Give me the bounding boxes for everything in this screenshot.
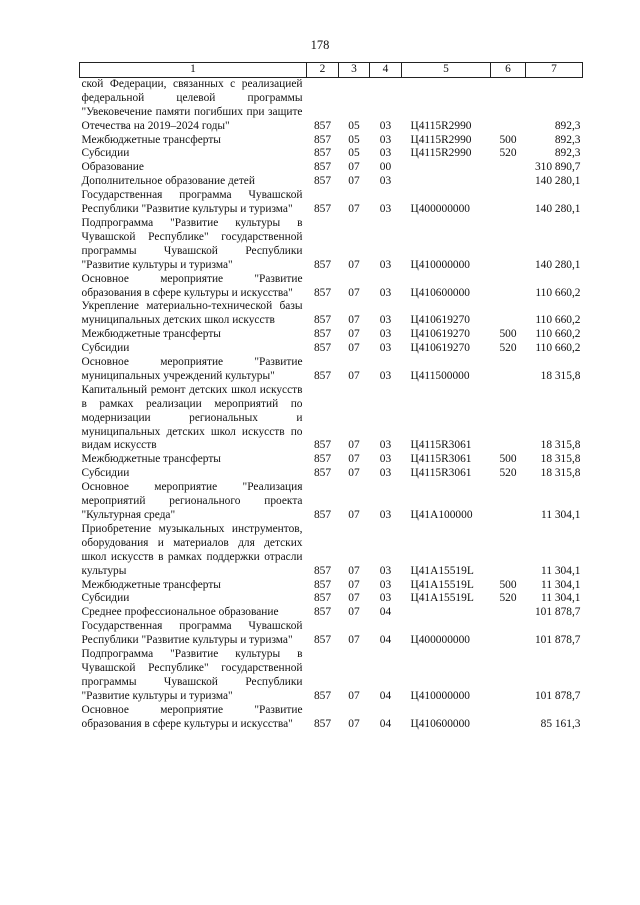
table-header-row [80,63,583,78]
row-column-6 [491,481,526,523]
table-row [80,328,583,342]
table-row [80,217,583,273]
table-row [80,467,583,481]
row-column-4: 03 [379,467,392,480]
row-column-3: 07 [348,439,360,452]
row-column-7: 140 280,1 [534,175,581,188]
row-column-3: 07 [348,606,360,619]
row-column-6 [491,175,526,189]
row-column-3: 07 [348,634,360,647]
row-name: Государственная программа Чувашской Республики "Развитие культуры и туризма" [81,189,303,216]
row-column-4: 03 [379,133,392,146]
row-column-2: 857 [313,467,332,480]
table-row [80,342,583,356]
row-column-3: 07 [348,509,360,521]
row-column-7: 11 304,1 [541,578,581,591]
row-column-4: 04 [379,717,392,730]
row-column-3: 07 [348,286,360,299]
row-column-3: 07 [348,161,360,174]
row-column-7: 892,3 [554,147,581,160]
table-row [80,648,583,704]
row-column-3: 07 [348,342,360,355]
table-row [80,453,583,467]
table-row [80,592,583,606]
row-column-7: 892,3 [554,119,581,132]
row-column-5 [402,161,491,175]
column-header-4: 4 [370,63,402,78]
row-column-6 [491,217,526,273]
row-column-3: 07 [348,369,360,382]
row-column-3: 07 [348,453,360,466]
row-column-2: 857 [313,314,332,327]
row-name: Приобретение музыкальных инструментов, оборудования и материалов для детских школ искусств в рамках поддержки отрасли культуры [81,522,303,577]
row-column-2: 857 [313,175,332,188]
row-name: Среднее профессиональное образование [81,606,279,619]
table-row [80,523,583,579]
column-header-6: 6 [491,63,526,78]
row-column-7: 18 315,8 [540,369,581,382]
row-column-3: 07 [348,717,360,730]
row-column-7: 101 878,7 [534,634,581,647]
row-column-7: 110 660,2 [535,314,581,327]
row-name: Государственная программа Чувашской Республики "Развитие культуры и туризма" [81,620,303,647]
row-column-7: 11 304,1 [541,592,581,605]
row-column-2: 857 [313,119,332,132]
row-column-5: Ц400000000 [410,634,470,647]
row-column-3: 07 [348,314,360,327]
row-column-4: 03 [379,203,392,216]
row-column-4: 03 [379,314,392,327]
row-column-3: 07 [348,258,360,271]
table-row [80,161,583,175]
row-column-3: 07 [348,564,360,577]
row-column-5: Ц4115R3061 [410,453,472,466]
row-name: ской Федерации, связанных с реализацией федеральной целевой программы "Увековечение памяти погибших при защите Отечества на 2019–2024 годы" [81,77,303,132]
row-column-4: 00 [379,161,392,174]
row-column-7: 101 878,7 [534,689,581,702]
row-column-2: 857 [313,439,332,452]
row-name: Дополнительное образование детей [81,175,255,188]
table-row [80,189,583,217]
row-column-6 [491,620,526,648]
row-column-6: 500 [499,453,517,466]
row-name: Подпрограмма "Развитие культуры в Чувашской Республике" государственной программы Чувашской Республики "Развитие культуры и туризма" [81,216,303,271]
row-column-7: 101 878,7 [534,606,581,619]
row-column-7: 892,3 [554,133,581,146]
row-column-5: Ц41А100000 [410,509,473,521]
row-column-6 [491,648,526,704]
row-column-2: 857 [313,203,332,216]
row-column-7: 11 304,1 [541,564,581,577]
budget-table [79,62,583,732]
row-column-2: 857 [313,592,332,605]
table-row [80,481,583,523]
row-column-6: 520 [499,592,517,605]
row-column-6 [491,77,526,133]
row-column-5: Ц410600000 [410,717,470,730]
row-column-2: 857 [313,133,332,146]
table-row [80,175,583,189]
row-column-3: 05 [348,119,360,132]
table-row [80,300,583,328]
row-column-3: 07 [348,578,360,591]
row-column-4: 03 [379,147,392,160]
row-column-4: 03 [379,564,392,577]
row-column-5 [402,175,491,189]
row-column-6: 520 [499,342,517,355]
page-number: 178 [310,38,330,52]
row-name: Субсидии [81,467,130,480]
row-column-2: 857 [313,161,332,174]
row-column-4: 04 [379,634,392,647]
table-row [80,704,583,732]
row-column-3: 07 [348,689,360,702]
row-column-7: 140 280,1 [534,203,581,216]
row-column-3: 07 [348,175,360,188]
row-column-5: Ц4115R3061 [410,467,472,480]
row-column-5: Ц41А15519L [410,564,474,577]
column-header-2: 2 [307,63,339,78]
row-column-5: Ц411500000 [410,369,470,382]
row-name: Укрепление материально-технической базы муниципальных детских школ искусств [81,300,303,327]
row-column-4: 03 [379,175,392,188]
table-row [80,606,583,620]
row-column-6 [491,704,526,732]
row-name: Субсидии [81,342,130,355]
row-column-2: 857 [313,369,332,382]
row-name: Межбюджетные трансферты [81,578,221,591]
row-column-3: 07 [348,467,360,480]
column-header-3: 3 [339,63,370,78]
row-column-7: 310 890,7 [534,161,581,174]
row-column-2: 857 [313,634,332,647]
row-column-4: 03 [379,342,392,355]
row-name: Подпрограмма "Развитие культуры в Чувашской Республике" государственной программы Чувашской Республики "Развитие культуры и туризма" [81,648,303,702]
row-column-6 [491,273,526,301]
row-column-6: 500 [499,328,517,341]
row-column-5 [402,606,491,620]
row-name: Основное мероприятие "Развитие муниципальных учреждений культуры" [81,356,303,382]
row-column-6 [491,606,526,620]
row-column-5: Ц410000000 [410,689,470,702]
row-column-3: 07 [348,203,360,216]
row-column-3: 05 [348,147,360,160]
row-column-2: 857 [313,578,332,591]
row-column-5: Ц4115R2990 [410,133,472,146]
table-row [80,384,583,454]
row-column-2: 857 [313,342,332,355]
row-column-4: 03 [379,592,392,605]
row-column-7: 18 315,8 [540,467,581,480]
row-column-2: 857 [313,328,332,341]
row-column-5: Ц400000000 [410,203,470,216]
row-column-2: 857 [313,717,332,730]
row-column-4: 03 [379,509,392,521]
row-column-7: 140 280,1 [534,258,581,271]
row-column-4: 03 [379,578,392,591]
row-column-7: 18 315,8 [540,439,581,452]
row-column-4: 03 [379,119,392,132]
row-column-4: 03 [379,258,392,271]
row-column-5: Ц410619270 [410,328,470,341]
row-column-4: 03 [379,286,392,299]
row-name: Межбюджетные трансферты [81,328,221,341]
row-column-2: 857 [313,258,332,271]
row-column-5: Ц410600000 [410,286,470,299]
row-column-2: 857 [313,453,332,466]
table-row [80,134,583,148]
row-column-7: 110 660,2 [535,286,581,299]
row-name: Основное мероприятие "Развитие образования в сфере культуры и искусства" [81,272,303,299]
row-column-6 [491,161,526,175]
row-name: Субсидии [81,147,130,160]
table-row [80,147,583,161]
table-body [80,77,583,731]
column-header-5: 5 [402,63,491,78]
row-column-5: Ц410000000 [410,258,470,271]
row-column-2: 857 [313,286,332,299]
row-column-6 [491,384,526,454]
row-column-2: 857 [313,564,332,577]
row-column-5: Ц4115R3061 [410,439,472,452]
row-name: Межбюджетные трансферты [81,133,221,146]
table-row [80,273,583,301]
row-column-7: 18 315,8 [540,453,581,466]
row-column-5: Ц41А15519L [410,592,474,605]
row-column-6 [491,189,526,217]
row-column-3: 07 [348,328,360,341]
row-column-5: Ц410619270 [410,314,470,327]
row-column-6: 500 [499,578,517,591]
row-name: Субсидии [81,592,130,605]
row-column-4: 03 [379,453,392,466]
column-header-7: 7 [526,63,583,78]
row-name: Основное мероприятие "Развитие образования в сфере культуры и искусства" [81,703,303,730]
row-column-6 [491,300,526,328]
row-column-2: 857 [313,509,332,521]
row-name: Образование [81,161,144,174]
row-column-5: Ц4115R2990 [410,119,472,132]
row-column-7: 85 161,3 [540,717,581,730]
row-column-4: 04 [379,606,392,619]
row-column-4: 03 [379,439,392,452]
row-column-4: 03 [379,369,392,382]
row-column-6: 520 [499,147,517,160]
table-row [80,579,583,593]
row-column-2: 857 [313,689,332,702]
row-column-4: 04 [379,689,392,702]
row-name: Основное мероприятие "Реализация мероприятий регионального проекта "Культурная среда" [81,481,303,521]
row-column-7: 110 660,2 [535,342,581,355]
row-column-6 [491,523,526,579]
row-column-5: Ц410619270 [410,342,470,355]
row-column-3: 05 [348,133,360,146]
row-column-5: Ц4115R2990 [410,147,472,160]
column-header-1: 1 [80,63,307,78]
table-row [80,77,583,133]
row-column-6: 520 [499,467,517,480]
table-row [80,620,583,648]
row-column-2: 857 [313,147,332,160]
row-column-6 [491,356,526,384]
row-column-6: 500 [499,133,517,146]
row-name: Капитальный ремонт детских школ искусств в рамках реализации мероприятий по модернизации региональных и муниципальных детских школ искусств по видам искусств [81,383,303,452]
row-column-7: 110 660,2 [535,328,581,341]
row-name: Межбюджетные трансферты [81,453,221,466]
row-column-5: Ц41А15519L [410,578,474,591]
row-column-3: 07 [348,592,360,605]
table-row [80,356,583,384]
row-column-4: 03 [379,328,392,341]
row-column-2: 857 [313,606,332,619]
row-column-7: 11 304,1 [541,509,581,521]
